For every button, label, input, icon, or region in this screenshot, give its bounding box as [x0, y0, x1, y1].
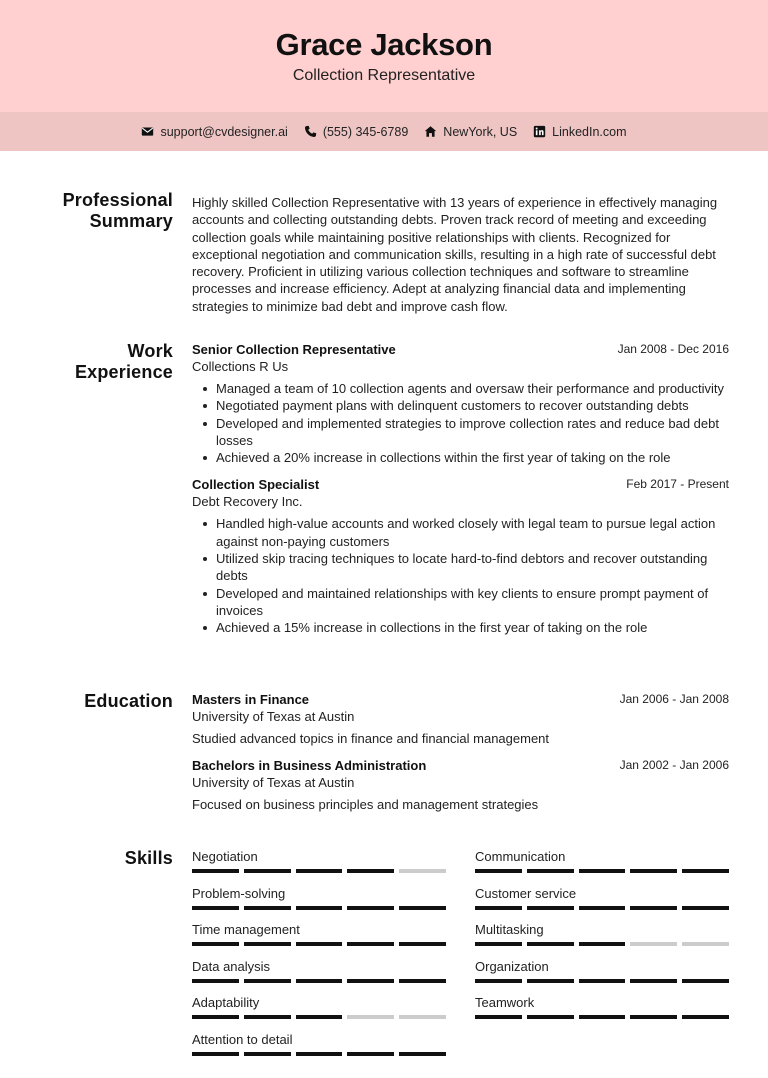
skill-segment-empty: [682, 942, 729, 946]
skill-segment-filled: [527, 869, 574, 873]
skill-segment-filled: [399, 942, 446, 946]
skills-grid: [192, 848, 729, 1063]
skill-name: Teamwork: [475, 995, 535, 1011]
skill-item: [475, 994, 729, 1019]
skill-segment-filled: [475, 979, 522, 983]
job-bullet: Handled high-value accounts and worked closely with legal team to pursue legal action against non-paying customers: [192, 515, 729, 550]
phone-icon: [304, 125, 317, 138]
education-heading: Education: [84, 691, 173, 711]
job-org: Collections R Us: [192, 359, 289, 374]
summary-heading: [40, 190, 173, 232]
skill-segment-filled: [475, 942, 522, 946]
summary-text: Highly skilled Collection Representative with 13 years of experience in effectively managing accounts and collecting outstanding debts. Proven track record of meeting and exceeding collection goals while maintaining positive relationships with clients. Recognized for exceptional negotiation and communication skills, resulting in a high rate of successful debt recovery. Proficient in utilizing various collection techniques and software to streamline processes and increase efficiency. Adept at analyzing financial data and implementing strategies to minimize bad debt and improve cash flow.: [192, 195, 718, 314]
job-bullet: Managed a team of 10 collection agents and oversaw their performance and productivity: [192, 380, 729, 397]
skill-item: [192, 1031, 446, 1056]
job-entry: [192, 341, 729, 466]
skill-name: Attention to detail: [192, 1032, 293, 1047]
job-bullets: [192, 380, 729, 466]
skill-level-bar: [475, 1015, 729, 1019]
skill-segment-filled: [296, 1052, 343, 1056]
job-bullet: Developed and implemented strategies to improve collection rates and reduce bad debt losses: [192, 415, 729, 450]
candidate-role: Collection Representative: [292, 67, 476, 84]
education-entry: [192, 757, 729, 813]
job-date: Feb 2017 - Present: [626, 477, 729, 492]
job-title: Senior Collection Representative: [192, 342, 396, 357]
education-description: Focused on business principles and management strategies: [192, 797, 539, 812]
summary-heading-line2: Summary: [89, 211, 173, 231]
skill-name: Adaptability: [192, 995, 260, 1011]
skill-segment-filled: [244, 869, 291, 873]
skill-segment-filled: [527, 979, 574, 983]
linkedin-text: LinkedIn.com: [552, 124, 627, 139]
job-bullets: [192, 515, 729, 636]
skill-segment-filled: [475, 1015, 522, 1019]
education-description: Studied advanced topics in finance and financial management: [192, 731, 550, 746]
job-bullet: Developed and maintained relationships with key clients to ensure prompt payment of invoices: [192, 585, 729, 620]
email-text: support@cvdesigner.ai: [160, 124, 288, 139]
skill-segment-empty: [347, 1015, 394, 1019]
linkedin-icon: [533, 125, 546, 138]
skill-segment-filled: [192, 1052, 239, 1056]
home-icon: [424, 125, 437, 138]
skill-item: [475, 958, 729, 983]
skill-segment-filled: [399, 1052, 446, 1056]
skill-segment-filled: [296, 869, 343, 873]
contact-bar: [0, 112, 768, 151]
skill-segment-filled: [630, 869, 677, 873]
location-text: NewYork, US: [443, 124, 518, 139]
candidate-name: Grace Jackson: [275, 27, 493, 62]
skill-item: [192, 994, 446, 1019]
skill-segment-filled: [682, 1015, 729, 1019]
job-bullet: Utilized skip tracing techniques to locate hard-to-find debtors and recover outstanding debts: [192, 550, 729, 585]
skill-segment-filled: [347, 869, 394, 873]
envelope-icon: [141, 125, 154, 138]
work-heading-line1: Work: [127, 341, 173, 361]
skill-item: [192, 958, 446, 983]
skill-segment-filled: [630, 1015, 677, 1019]
skill-name: Data analysis: [192, 958, 271, 974]
skill-segment-filled: [527, 1015, 574, 1019]
school-name: University of Texas at Austin: [192, 709, 355, 724]
skill-segment-filled: [399, 979, 446, 983]
skill-segment-filled: [192, 869, 239, 873]
skill-segment-filled: [296, 1015, 343, 1019]
job-org: Debt Recovery Inc.: [192, 494, 303, 510]
skill-level-bar: [192, 1052, 446, 1056]
skill-segment-filled: [630, 979, 677, 983]
skill-segment-filled: [296, 906, 343, 910]
skill-segment-filled: [244, 906, 291, 910]
skill-name: Communication: [475, 849, 566, 864]
skill-segment-filled: [579, 1015, 626, 1019]
resume-header: [0, 0, 768, 112]
skill-level-bar: [192, 979, 446, 983]
skill-segment-filled: [296, 942, 343, 946]
contact-email[interactable]: [141, 125, 287, 139]
skill-segment-filled: [244, 1015, 291, 1019]
skill-name: Time management: [192, 922, 300, 938]
skill-segment-filled: [192, 942, 239, 946]
job-bullet: Achieved a 20% increase in collections within the first year of taking on the role: [192, 449, 729, 466]
education-date: Jan 2002 - Jan 2006: [619, 758, 729, 772]
skill-segment-filled: [347, 942, 394, 946]
skill-segment-filled: [579, 906, 626, 910]
skill-name: Customer service: [475, 885, 577, 901]
skill-segment-filled: [527, 906, 574, 910]
skill-segment-filled: [192, 906, 239, 910]
skill-segment-filled: [244, 979, 291, 983]
education-entry: [192, 691, 729, 747]
skill-item: [192, 921, 446, 946]
skill-segment-filled: [630, 906, 677, 910]
skill-segment-filled: [682, 869, 729, 873]
skill-level-bar: [192, 869, 446, 873]
skill-name: Negotiation: [192, 849, 258, 864]
skill-level-bar: [475, 979, 729, 983]
skill-segment-filled: [579, 979, 626, 983]
work-heading: [40, 341, 173, 383]
skill-segment-empty: [630, 942, 677, 946]
skill-item: [475, 885, 729, 910]
skill-segment-filled: [347, 1052, 394, 1056]
skill-segment-filled: [296, 979, 343, 983]
skill-item: [475, 848, 729, 873]
degree-title: Bachelors in Business Administration: [192, 758, 427, 773]
skill-segment-filled: [682, 906, 729, 910]
skill-segment-filled: [192, 979, 239, 983]
skill-level-bar: [192, 942, 446, 946]
work-heading-line2: Experience: [74, 362, 173, 382]
skill-segment-filled: [347, 979, 394, 983]
skill-segment-empty: [399, 869, 446, 873]
degree-title: Masters in Finance: [192, 692, 310, 707]
job-bullet: Achieved a 15% increase in collections in the first year of taking on the role: [192, 619, 729, 636]
skill-name: Problem-solving: [192, 885, 286, 901]
job-title: Collection Specialist: [192, 477, 320, 493]
skill-segment-filled: [347, 906, 394, 910]
phone-text: (555) 345-6789: [322, 124, 409, 139]
skill-segment-filled: [579, 942, 626, 946]
contact-linkedin[interactable]: [533, 125, 626, 139]
skill-name: Organization: [475, 958, 549, 974]
skill-segment-filled: [579, 869, 626, 873]
skills-heading: Skills: [124, 848, 173, 868]
skill-level-bar: [192, 1015, 446, 1019]
contact-location: [424, 125, 517, 139]
skill-segment-filled: [192, 1015, 239, 1019]
skill-segment-filled: [682, 979, 729, 983]
contact-phone[interactable]: [304, 125, 408, 139]
skills-section: [0, 848, 768, 1063]
skill-segment-filled: [244, 942, 291, 946]
skill-segment-filled: [399, 906, 446, 910]
skill-segment-filled: [475, 906, 522, 910]
skill-item: [475, 921, 729, 946]
skill-item: [192, 885, 446, 910]
job-entry: [192, 476, 729, 636]
skill-segment-empty: [399, 1015, 446, 1019]
job-date: Jan 2008 - Dec 2016: [617, 342, 729, 356]
education-date: Jan 2006 - Jan 2008: [619, 692, 729, 706]
skill-level-bar: [475, 869, 729, 873]
skill-name: Multitasking: [475, 922, 544, 938]
skill-segment-filled: [244, 1052, 291, 1056]
skill-level-bar: [192, 906, 446, 910]
skill-level-bar: [475, 942, 729, 946]
skill-level-bar: [475, 906, 729, 910]
skill-segment-filled: [527, 942, 574, 946]
skill-segment-filled: [475, 869, 522, 873]
job-bullet: Negotiated payment plans with delinquent customers to recover outstanding debts: [192, 397, 729, 414]
school-name: University of Texas at Austin: [192, 775, 355, 790]
summary-heading-line1: Professional: [62, 190, 173, 210]
skill-item: [192, 848, 446, 873]
